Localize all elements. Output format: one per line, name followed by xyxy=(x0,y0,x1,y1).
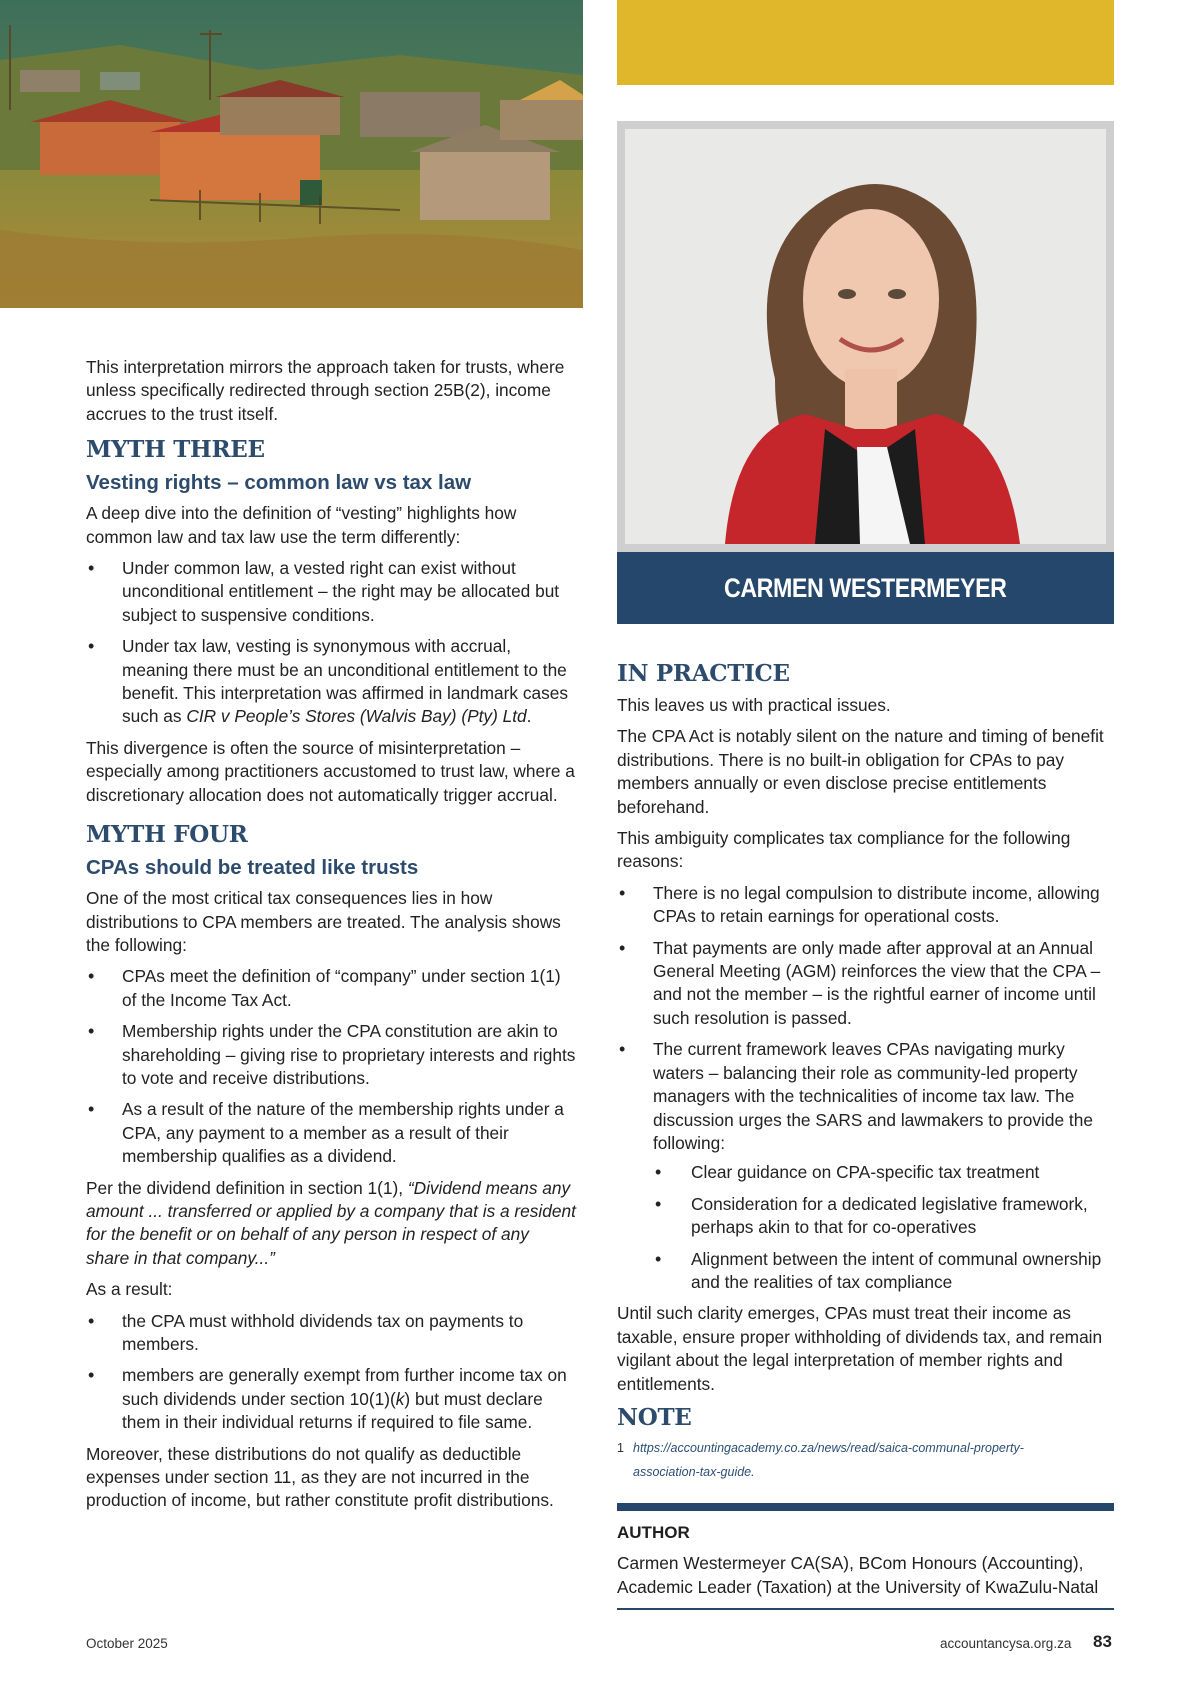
note-line xyxy=(617,1436,1117,1460)
bullet-text: Under tax law, vesting is synonymous with accrual, meaning there must be an unconditional entitlement to the benefit. This interpretation was affirmed in landmark cases such as xyxy=(122,636,569,727)
bullet-text-end: ) but must declare them in their individual returns if required to file same. xyxy=(122,1388,543,1433)
myth-four-list xyxy=(86,965,576,1168)
myth-three-paragraph: A deep dive into the definition of “vesting” highlights how common law and tax law use the term differently: xyxy=(86,503,517,547)
list-item: • Consideration for a dedicated legislative framework, perhaps akin to that for co-operatives xyxy=(653,1193,1117,1240)
author-portrait-frame xyxy=(617,121,1114,552)
list-item: • CPAs meet the definition of “company” under section 1(1) of the Income Tax Act. xyxy=(86,965,576,1012)
right-column xyxy=(617,660,1117,1484)
bullet-text: The current framework leaves CPAs navigating murky waters – balancing their role as community-led property managers with the technicalities of income tax law. The discussion urges the SARS and lawmakers to provide the following: xyxy=(653,1039,1093,1153)
myth-three-subheading: Vesting rights – common law vs tax law xyxy=(86,471,472,495)
bottom-divider xyxy=(617,1608,1114,1610)
as-result-label: As a result: xyxy=(86,1279,173,1300)
result-list xyxy=(86,1310,576,1435)
list-item: • There is no legal compulsion to distribute income, allowing CPAs to retain earnings for operational costs. xyxy=(617,882,1117,929)
author-affiliation: Academic Leader (Taxation) at the University of KwaZulu-Natal xyxy=(617,1576,1099,1597)
footer-website[interactable]: accountancysa.org.za xyxy=(940,1636,1072,1651)
list-item: • the CPA must withhold dividends tax on payments to members. xyxy=(86,1310,576,1357)
reasons-list xyxy=(617,882,1117,1295)
list-item: • Alignment between the intent of communal ownership and the realities of tax compliance xyxy=(653,1248,1117,1295)
gold-accent-band xyxy=(617,0,1114,85)
list-item xyxy=(617,1038,1117,1294)
village-photo xyxy=(0,0,583,308)
list-item: • Under common law, a vested right can exist without unconditional entitlement – the right may be allocated but subject to suspensive conditions. xyxy=(86,557,576,627)
dividend-quote: “Dividend means any amount ... transferred or applied by a company that is a resident for the benefit or on behalf of any person in respect of any share in that company...” xyxy=(86,1177,576,1268)
case-citation: CIR v People’s Stores (Walvis Bay) (Pty) Ltd xyxy=(186,706,527,727)
closing-paragraph: Until such clarity emerges, CPAs must treat their income as taxable, ensure proper withholding of dividends tax, and remain vigilant about the legal interpretation of member rights and entitlements. xyxy=(617,1303,1103,1394)
in-practice-intro: This leaves us with practical issues. xyxy=(617,695,891,715)
bullet-text: members are generally exempt from further income tax on such dividends under section 10(1)( xyxy=(122,1365,567,1409)
closing-paragraph: Moreover, these distributions do not qualify as deductible expenses under section 11, as they are not incurred in the production of income, but rather constitute profit distributions. xyxy=(86,1443,554,1511)
note-line-continued xyxy=(617,1460,1117,1484)
section-letter: k xyxy=(395,1388,405,1409)
recommendations-list xyxy=(653,1161,1117,1294)
author-credentials: Carmen Westermeyer CA(SA), BCom Honours (Accounting), xyxy=(617,1553,1084,1574)
list-item: • As a result of the nature of the membership rights under a CPA, any payment to a member as a result of their membership qualifies as a dividend. xyxy=(86,1098,576,1168)
author-name: CARMEN WESTERMEYER xyxy=(724,572,1007,603)
myth-four-heading: MYTH FOUR xyxy=(86,821,248,849)
myth-four-subheading: CPAs should be treated like trusts xyxy=(86,856,419,880)
author-block xyxy=(617,1521,1117,1599)
note-link[interactable]: https://accountingacademy.co.za/news/read/saica-communal-property- xyxy=(633,1440,1024,1455)
in-practice-heading: IN PRACTICE xyxy=(617,660,790,687)
cpa-act-paragraph: The CPA Act is notably silent on the nature and timing of benefit distributions. There is no built-in obligation for CPAs to pay members annually or even disclose precise entitlements beforehand. xyxy=(617,726,1104,817)
bullet-end: . xyxy=(526,706,532,727)
list-item: • Clear guidance on CPA-specific tax treatment xyxy=(653,1161,1117,1184)
myth-three-conclusion: This divergence is often the source of misinterpretation – especially among practitioners accustomed to trust law, where a discretionary allocation does not automatically trigger accrual. xyxy=(86,737,575,805)
myth-three-heading: MYTH THREE xyxy=(86,436,265,464)
myth-three-list xyxy=(86,557,576,729)
intro-paragraph: This interpretation mirrors the approach taken for trusts, where unless specifically redirected through section 25B(2), income accrues to the trust itself. xyxy=(86,357,565,424)
list-item: • That payments are only made after approval at an Annual General Meeting (AGM) reinforces the view that the CPA – and not the member – is the rightful earner of income until such resolution is passed. xyxy=(617,937,1117,1031)
ambiguity-paragraph: This ambiguity complicates tax compliance for the following reasons: xyxy=(617,828,1071,872)
footer-date: October 2025 xyxy=(86,1636,168,1651)
list-item xyxy=(86,635,576,729)
list-item xyxy=(86,1364,576,1434)
left-column xyxy=(86,356,576,1521)
note-number: 1 xyxy=(617,1440,624,1455)
note-heading: NOTE xyxy=(617,1403,692,1431)
myth-four-paragraph: One of the most critical tax consequences lies in how distributions to CPA members are treated. The analysis shows the following: xyxy=(86,888,561,955)
dividend-quote-paragraph xyxy=(86,1177,576,1271)
quote-intro: Per the dividend definition in section 1(1), xyxy=(86,1177,408,1198)
author-label: AUTHOR xyxy=(617,1523,690,1542)
author-portrait xyxy=(625,129,1106,544)
author-divider xyxy=(617,1503,1114,1511)
note-link-continued[interactable]: association-tax-guide. xyxy=(633,1464,755,1479)
author-name-bar xyxy=(617,552,1114,624)
list-item: • Membership rights under the CPA constitution are akin to shareholding – giving rise to proprietary interests and rights to vote and receive distributions. xyxy=(86,1020,576,1090)
page-number: 83 xyxy=(1093,1632,1112,1651)
